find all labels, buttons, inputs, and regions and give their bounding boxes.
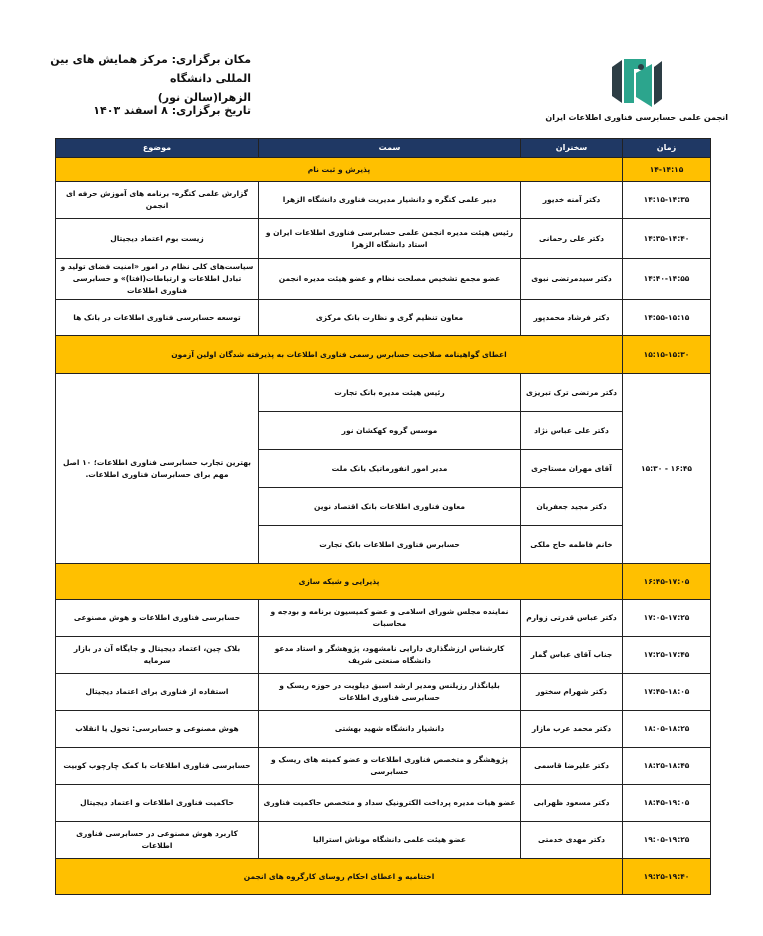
speaker-cell: دکتر شهرام سختور [521,674,623,711]
speaker-cell: دکتر علی عباس نژاد [521,412,623,450]
logo-mark-icon [596,55,666,110]
page-header [0,0,763,140]
speaker-cell: آقای مهران مستاجری [521,450,623,488]
time-cell: ۱۷:۰۵-۱۷:۲۵ [623,600,711,637]
time-cell: ۱۵:۳۰ - ۱۶:۴۵ [623,374,711,564]
role-cell: معاون تنظیم گری و نظارت بانک مرکزی [259,300,521,336]
role-cell: پژوهشگر و متخصص فناوری اطلاعات و عضو کمیته های ریسک و حسابرسی [259,748,521,785]
time-cell: ۱۸:۰۵-۱۸:۲۵ [623,711,711,748]
table-row [56,259,711,300]
speaker-cell: دکتر علی رحمانی [521,219,623,259]
topic-cell: حسابرسی فناوری اطلاعات و هوش مصنوعی [56,600,259,637]
table-row [56,748,711,785]
topic-cell: کاربرد هوش مصنوعی در حسابرسی فناوری اطلاعات [56,822,259,859]
table-row [56,822,711,859]
role-cell: کارشناس ارزشگذاری دارایی نامشهود، پژوهشگر و استاد مدعو دانشگاه صنعتی شریف [259,637,521,674]
schedule-table [55,138,711,895]
table-row [56,182,711,219]
table-row [56,859,711,895]
time-cell: ۱۴:۵۵-۱۵:۱۵ [623,300,711,336]
topic-cell: توسعه حسابرسی فناوری اطلاعات در بانک ها [56,300,259,336]
event-date: تاریخ برگزاری: ۸ اسفند ۱۴۰۳ [93,104,251,117]
header-speaker: سخنران [521,139,623,158]
topic-cell: بلاک چین، اعتماد دیجیتال و جایگاه آن در بازار سرمایه [56,637,259,674]
table-row [56,785,711,822]
speaker-cell: جناب آقای عباس گمار [521,637,623,674]
speaker-cell: دکتر عباس قدرتی زوارم [521,600,623,637]
table-row [56,674,711,711]
topic-cell: زیست بوم اعتماد دیجیتال [56,219,259,259]
role-cell: موسس گروه کهکشان نور [259,412,521,450]
time-cell: ۱۵:۱۵-۱۵:۳۰ [623,336,711,374]
time-cell: ۱۸:۴۵-۱۹:۰۵ [623,785,711,822]
association-logo [545,55,728,130]
banner-cell: اعطای گواهینامه صلاحیت حسابرس رسمی فناوری اطلاعات به پذیرفته شدگان اولین آزمون [56,336,623,374]
time-cell: ۱۴-۱۴:۱۵ [623,158,711,182]
time-cell: ۱۹:۲۵-۱۹:۴۰ [623,859,711,895]
topic-cell: استفاده از فناوری برای اعتماد دیجیتال [56,674,259,711]
speaker-cell: دکتر مجید جعفریان [521,488,623,526]
speaker-cell: دکتر فرشاد محمدپور [521,300,623,336]
speaker-cell: دکتر مرتضی ترک تبریزی [521,374,623,412]
speaker-cell: دکتر آمنه خدیور [521,182,623,219]
table-row [56,219,711,259]
role-cell: رئیس هیئت مدیره انجمن علمی حسابرسی فناوری اطلاعات ایران و استاد دانشگاه الزهرا [259,219,521,259]
time-cell: ۱۷:۴۵-۱۸:۰۵ [623,674,711,711]
header-topic: موضوع [56,139,259,158]
time-cell: ۱۶:۴۵-۱۷:۰۵ [623,564,711,600]
speaker-cell: دکتر علیرضا قاسمی [521,748,623,785]
role-cell: دانشیار دانشگاه شهید بهشتی [259,711,521,748]
role-cell: مدیر امور انفورماتیک بانک ملت [259,450,521,488]
header-time: زمان [623,139,711,158]
topic-cell: گزارش علمی کنگره- برنامه های آموزش حرفه ای انجمن [56,182,259,219]
table-row [56,158,711,182]
topic-cell: حسابرسی فناوری اطلاعات با کمک چارچوب کوبیت [56,748,259,785]
speaker-cell: دکتر مسعود ظهرابی [521,785,623,822]
time-cell: ۱۸:۲۵-۱۸:۴۵ [623,748,711,785]
time-cell: ۱۴:۴۰-۱۴:۵۵ [623,259,711,300]
logo-text: انجمن علمی حسابرسی فناوری اطلاعات ایران [545,113,728,122]
table-row [56,637,711,674]
speaker-cell: دکتر مهدی خدمتی [521,822,623,859]
banner-cell: پذیرایی و شبکه سازی [56,564,623,600]
time-cell: ۱۹:۰۵-۱۹:۲۵ [623,822,711,859]
table-row [56,564,711,600]
role-cell: نماینده مجلس شورای اسلامی و عضو کمیسیون برنامه و بودجه و محاسبات [259,600,521,637]
role-cell: رئیس هیئت مدیره بانک تجارت [259,374,521,412]
time-cell: ۱۴:۳۵-۱۴:۴۰ [623,219,711,259]
time-cell: ۱۷:۲۵-۱۷:۴۵ [623,637,711,674]
role-cell: معاون فناوری اطلاعات بانک اقتصاد نوین [259,488,521,526]
topic-cell: حاکمیت فناوری اطلاعات و اعتماد دیجیتال [56,785,259,822]
venue-line-2: الزهرا(سالن نور) [157,91,251,104]
role-cell: حسابرس فناوری اطلاعات بانک تجارت [259,526,521,564]
topic-cell: سیاست‌های کلی نظام در امور «امنیت فضای تولید و تبادل اطلاعات و ارتباطات(افتا)» و حسابرسی فناوری اطلاعات [56,259,259,300]
header-role: سمت [259,139,521,158]
banner-cell: اختتامیه و اعطای احکام روسای کارگروه های انجمن [56,859,623,895]
venue-line-1: مکان برگزاری: مرکز همایش های بین المللی دانشگاه [50,53,251,85]
speaker-cell: دکتر محمد عرب مازار [521,711,623,748]
speaker-cell: دکتر سیدمرتضی نبوی [521,259,623,300]
role-cell: بلیانگذار رزیلنس ومدیر ارشد اسبق دیلویت در حوزه ریسک و حسابرسی فناوری اطلاعات [259,674,521,711]
role-cell: عضو هیئت علمی دانشگاه موناش استرالیا [259,822,521,859]
table-row [56,600,711,637]
banner-cell: پذیرش و ثبت نام [56,158,623,182]
topic-cell: بهترین تجارب حسابرسی فناوری اطلاعات؛ ۱۰ اصل مهم برای حسابرسان فناوری اطلاعات. [56,374,259,564]
table-row [56,300,711,336]
table-header-row [56,139,711,158]
role-cell: دبیر علمی کنگره و دانشیار مدیریت فناوری دانشگاه الزهرا [259,182,521,219]
role-cell: عضو مجمع تشخیص مصلحت نظام و عضو هیئت مدیره انجمن [259,259,521,300]
table-row [56,374,711,412]
speaker-cell: خانم فاطمه حاج ملکی [521,526,623,564]
table-row [56,711,711,748]
topic-cell: هوش مصنوعی و حسابرسی: تحول یا انقلاب [56,711,259,748]
table-row [56,336,711,374]
time-cell: ۱۴:۱۵-۱۴:۳۵ [623,182,711,219]
venue-info [21,50,251,107]
role-cell: عضو هیات مدیره پرداخت الکترونیک سداد و متخصص حاکمیت فناوری [259,785,521,822]
